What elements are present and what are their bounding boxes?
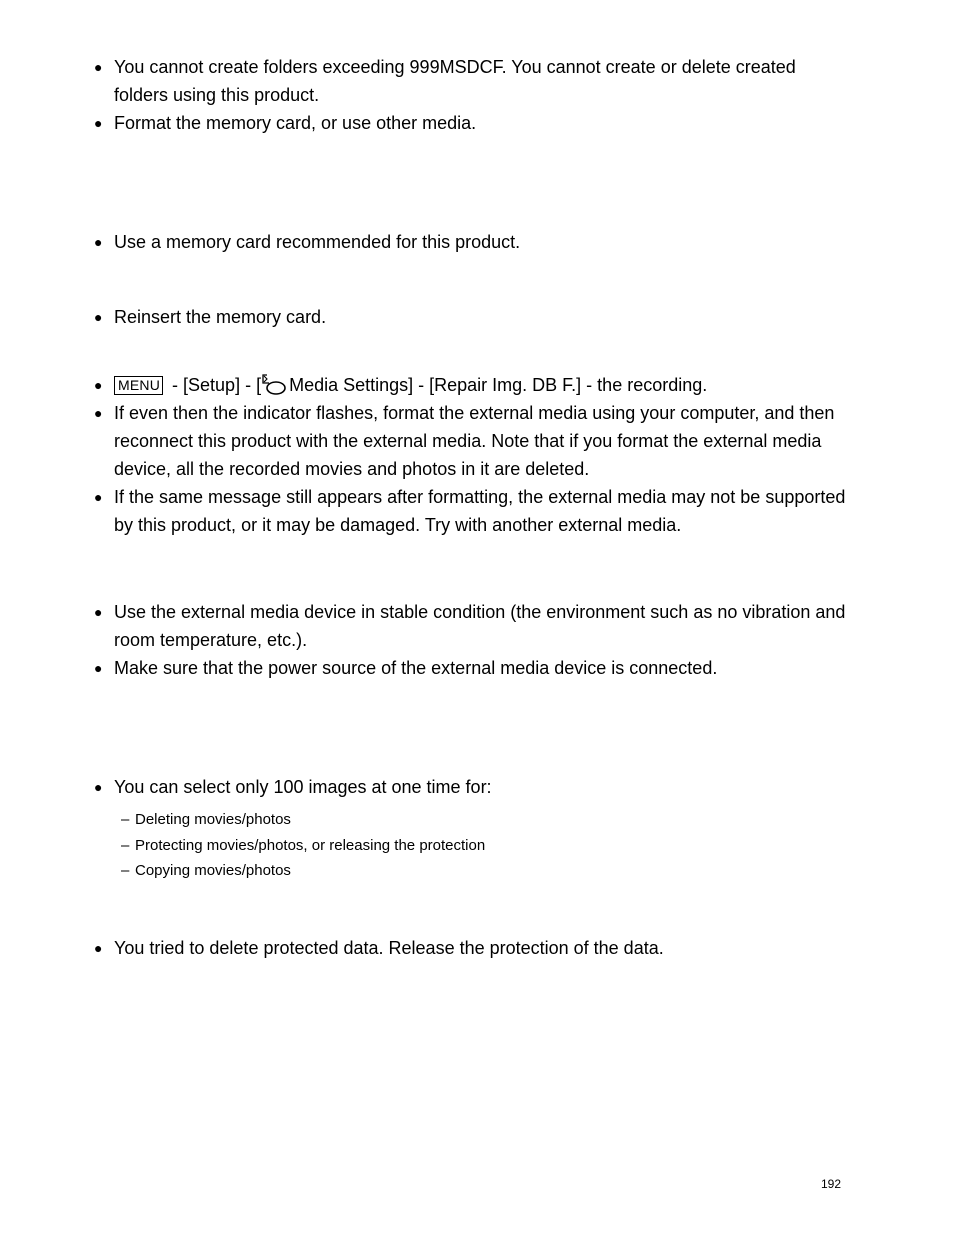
section-repair-database xyxy=(92,371,892,539)
item-text: You can select only 100 images at one time for: xyxy=(114,777,492,797)
sub-item-text: Protecting movies/photos, or releasing the protection xyxy=(135,836,486,854)
item-text: You tried to delete protected data. Release the protection of the data. xyxy=(114,938,664,958)
dash-icon: – xyxy=(121,836,130,854)
item-text-continued: reconnect this product with the external media. Note that if you format the external media xyxy=(114,431,822,451)
list-item xyxy=(92,303,892,331)
list-item xyxy=(92,654,892,682)
item-text-continued: room temperature, etc.). xyxy=(114,630,308,650)
dash-icon: – xyxy=(121,811,130,828)
bullet-icon: ● xyxy=(94,59,103,75)
sub-item-text: Copying movies/photos xyxy=(135,862,291,879)
section-recommended-card xyxy=(92,228,892,256)
section-folder-limit xyxy=(92,53,892,137)
list-item xyxy=(92,228,892,256)
item-text: If the same message still appears after formatting, the external media may not be supported xyxy=(114,487,846,507)
sub-list-item xyxy=(92,807,892,833)
item-text-continued: folders using this product. xyxy=(114,85,320,105)
list-item xyxy=(92,598,892,654)
list-item xyxy=(92,483,892,539)
menu-button-icon: MENU xyxy=(114,376,163,395)
item-text-continued: by this product, or it may be damaged. Try with another external media. xyxy=(114,515,682,535)
bullet-icon: ● xyxy=(94,660,103,676)
bullet-icon: ● xyxy=(94,779,103,795)
page-number: 192 xyxy=(821,1177,842,1191)
bullet-icon: ● xyxy=(94,377,103,393)
list-item xyxy=(92,773,892,801)
item-text: Format the memory card, or use other media. xyxy=(114,113,477,133)
item-text: If even then the indicator flashes, format the external media using your computer, and then xyxy=(114,403,835,423)
item-text: Make sure that the power source of the external media device is connected. xyxy=(114,658,718,678)
item-text: Use a memory card recommended for this product. xyxy=(114,232,521,252)
list-item xyxy=(92,53,892,109)
media-settings-icon xyxy=(261,373,287,397)
bullet-icon: ● xyxy=(94,309,103,325)
list-item xyxy=(92,109,892,137)
bullet-icon: ● xyxy=(94,940,103,956)
bullet-icon: ● xyxy=(94,489,103,505)
bullet-icon: ● xyxy=(94,115,103,131)
list-item xyxy=(92,371,892,399)
item-text: Reinsert the memory card. xyxy=(114,307,327,327)
list-item xyxy=(92,399,892,483)
bullet-icon: ● xyxy=(94,604,103,620)
list-item xyxy=(92,934,892,962)
sub-list-item xyxy=(92,833,892,859)
dash-icon: – xyxy=(121,862,130,879)
sub-list-item xyxy=(92,858,892,884)
item-text-continued: device, all the recorded movies and photos in it are deleted. xyxy=(114,459,590,479)
section-external-media xyxy=(92,598,892,682)
section-protected-data xyxy=(92,934,892,962)
item-text: You cannot create folders exceeding 999MSDCF. You cannot create or delete created xyxy=(114,57,796,77)
bullet-icon: ● xyxy=(94,234,103,250)
bullet-icon: ● xyxy=(94,405,103,421)
section-image-selection-limit xyxy=(92,773,892,884)
item-text: Use the external media device in stable condition (the environment such as no vibration and xyxy=(114,602,846,622)
step-text-part1: - [Setup] - [ xyxy=(167,375,262,395)
sub-item-text: Deleting movies/photos xyxy=(135,811,291,828)
section-reinsert-card xyxy=(92,303,892,331)
step-text-part2: Media Settings] - [Repair Img. DB F.] - the recording. xyxy=(289,375,708,395)
